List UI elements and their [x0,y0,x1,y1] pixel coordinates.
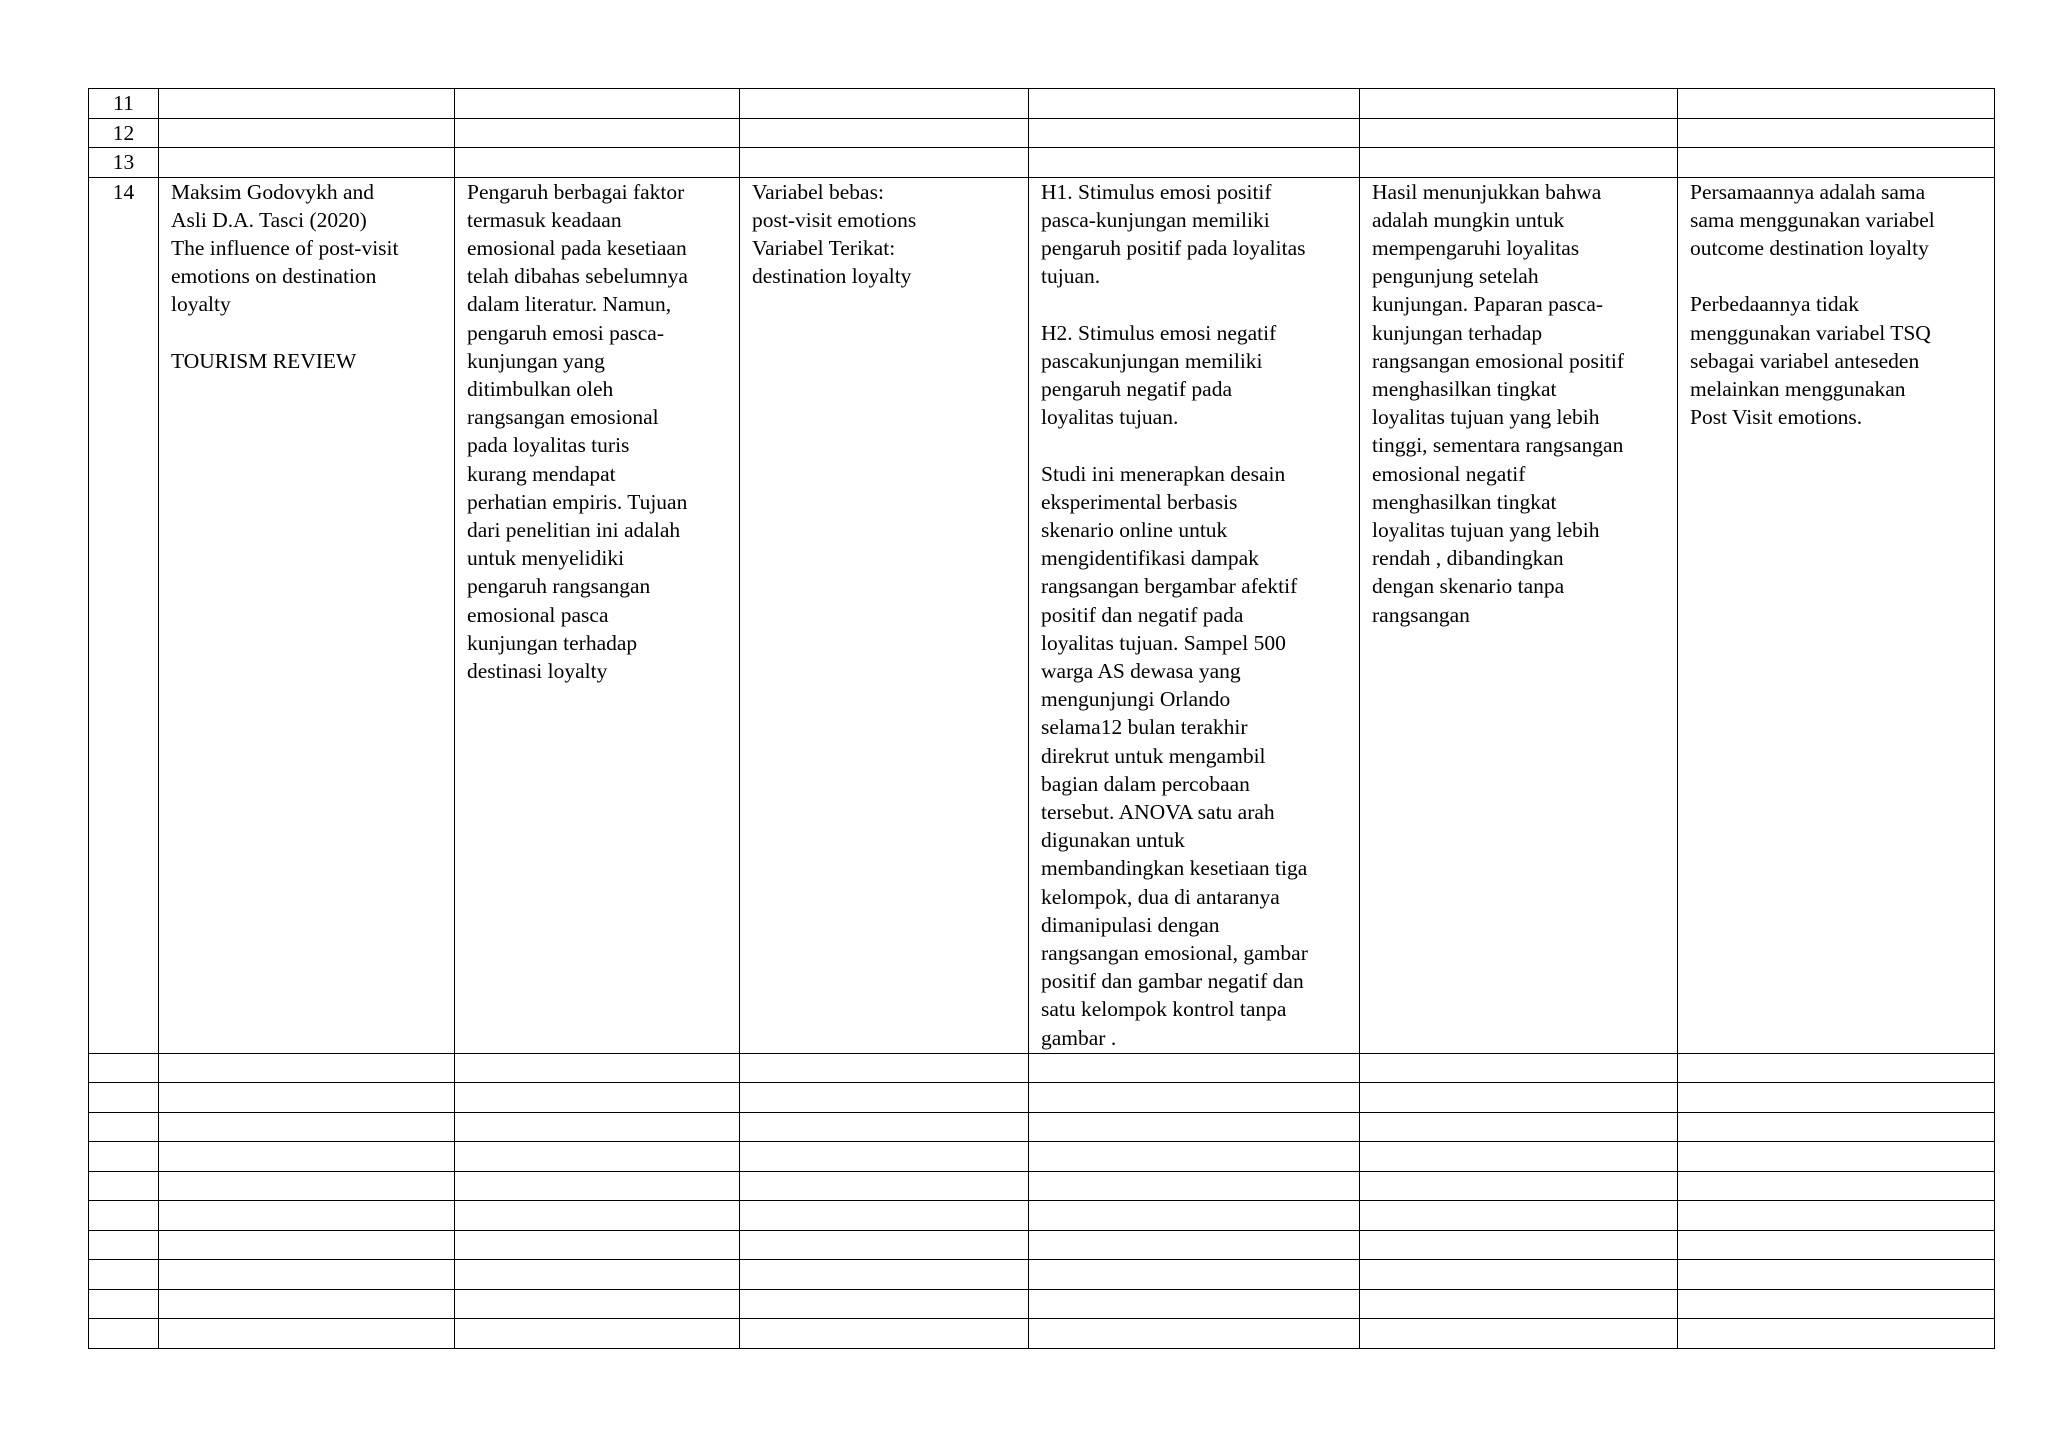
empty-cell [1360,1201,1678,1231]
empty-cell [89,1053,159,1083]
empty-cell [159,1171,455,1201]
empty-cell [89,1319,159,1349]
empty-cell [1029,1260,1360,1290]
table-row-main [89,177,1995,1053]
empty-cell [89,1201,159,1231]
empty-cell [89,1142,159,1172]
table-row [89,89,1995,119]
empty-cell [159,148,455,178]
empty-cell [159,1230,455,1260]
table-row [89,1201,1995,1231]
empty-cell [1360,1053,1678,1083]
table-row [89,1171,1995,1201]
author-title-cell: Maksim Godovykh and Asli D.A. Tasci (2020) The influence of post-visit emotions on destination loyalty TOURISM REVIEW [159,177,455,1053]
row-number: 11 [89,89,159,119]
empty-cell [89,1289,159,1319]
empty-cell [740,1289,1029,1319]
empty-cell [1029,118,1360,148]
empty-cell [1029,1112,1360,1142]
row-number: 12 [89,118,159,148]
empty-cell [1029,1142,1360,1172]
row-number: 14 [89,177,159,1053]
empty-cell [455,1319,740,1349]
empty-cell [455,1230,740,1260]
empty-cell [740,1260,1029,1290]
empty-cell [89,1230,159,1260]
empty-cell [1360,1083,1678,1113]
empty-cell [740,1230,1029,1260]
empty-cell [1360,1230,1678,1260]
empty-cell [159,1083,455,1113]
empty-cell [740,1319,1029,1349]
empty-cell [1360,89,1678,119]
results-cell: Hasil menunjukkan bahwa adalah mungkin untuk mempengaruhi loyalitas pengunjung setelah kunjungan. Paparan pasca- kunjungan terhadap rangsangan emosional positif menghasilkan tingkat loyalitas tujuan yang lebih tinggi, sementara rangsangan emosional negatif menghasilkan tingkat loyalitas tujuan yang lebih rendah , dibandingkan dengan skenario tanpa rangsangan [1360,177,1678,1053]
empty-cell [159,1289,455,1319]
table-row [89,118,1995,148]
empty-cell [1678,1171,1995,1201]
hypotheses-method-cell: H1. Stimulus emosi positif pasca-kunjungan memiliki pengaruh positif pada loyalitas tujuan. H2. Stimulus emosi negatif pascakunjungan memiliki pengaruh negatif pada loyalitas tujuan. Studi ini menerapkan desain eksperimental berbasis skenario online untuk mengidentifikasi dampak rangsangan bergambar afektif positif dan negatif pada loyalitas tujuan. Sampel 500 warga AS dewasa yang mengunjungi Orlando selama12 bulan terakhir direkrut untuk mengambil bagian dalam percobaan tersebut. ANOVA satu arah digunakan untuk membandingkan kesetiaan tiga kelompok, dua di antaranya dimanipulasi dengan rangsangan emosional, gambar positif dan gambar negatif dan satu kelompok kontrol tanpa gambar . [1029,177,1360,1053]
empty-cell [1360,118,1678,148]
empty-cell [89,1083,159,1113]
table-row [89,1053,1995,1083]
empty-cell [1678,1230,1995,1260]
empty-cell [89,1112,159,1142]
empty-cell [1678,1289,1995,1319]
empty-cell [740,89,1029,119]
empty-cell [455,1201,740,1231]
empty-cell [1678,1053,1995,1083]
empty-cell [1360,1171,1678,1201]
empty-cell [1029,1053,1360,1083]
table-row [89,1112,1995,1142]
empty-cell [455,1289,740,1319]
empty-cell [1360,1289,1678,1319]
empty-cell [159,1201,455,1231]
table-row [89,1083,1995,1113]
empty-cell [740,1142,1029,1172]
table-row [89,1142,1995,1172]
table-row [89,1319,1995,1349]
empty-cell [1029,89,1360,119]
empty-cell [1029,1171,1360,1201]
empty-cell [455,1112,740,1142]
empty-cell [1029,1201,1360,1231]
empty-cell [740,118,1029,148]
empty-cell [159,89,455,119]
empty-cell [455,1142,740,1172]
empty-cell [1360,1142,1678,1172]
empty-cell [1360,1112,1678,1142]
empty-cell [455,1260,740,1290]
empty-cell [89,1171,159,1201]
variables-cell: Variabel bebas: post-visit emotions Variabel Terikat: destination loyalty [740,177,1029,1053]
empty-cell [159,118,455,148]
literature-review-table [88,88,1995,1349]
empty-cell [1360,1319,1678,1349]
table-row [89,148,1995,178]
empty-cell [1029,1230,1360,1260]
empty-cell [1678,1260,1995,1290]
empty-cell [1678,1319,1995,1349]
empty-cell [740,1201,1029,1231]
empty-cell [455,1053,740,1083]
empty-cell [89,1260,159,1290]
empty-cell [1678,1142,1995,1172]
empty-cell [1678,1112,1995,1142]
empty-cell [159,1260,455,1290]
empty-cell [455,118,740,148]
empty-cell [740,148,1029,178]
table-row [89,1260,1995,1290]
row-number: 13 [89,148,159,178]
empty-cell [1360,148,1678,178]
empty-cell [1029,148,1360,178]
empty-cell [455,148,740,178]
empty-cell [1029,1319,1360,1349]
empty-cell [1678,89,1995,119]
empty-cell [740,1171,1029,1201]
empty-cell [159,1112,455,1142]
empty-cell [1678,118,1995,148]
empty-cell [1360,1260,1678,1290]
table-row [89,1230,1995,1260]
empty-cell [1678,1201,1995,1231]
empty-cell [740,1053,1029,1083]
empty-cell [1678,148,1995,178]
empty-cell [455,1171,740,1201]
empty-cell [455,89,740,119]
empty-cell [159,1319,455,1349]
empty-cell [455,1083,740,1113]
empty-cell [740,1083,1029,1113]
empty-cell [159,1053,455,1083]
table-row [89,1289,1995,1319]
empty-cell [1029,1289,1360,1319]
empty-cell [1029,1083,1360,1113]
empty-cell [1678,1083,1995,1113]
comparison-cell: Persamaannya adalah sama sama menggunakan variabel outcome destination loyalty Perbedaannya tidak menggunakan variabel TSQ sebagai variabel anteseden melainkan menggunakan Post Visit emotions. [1678,177,1995,1053]
empty-cell [159,1142,455,1172]
empty-cell [740,1112,1029,1142]
background-cell: Pengaruh berbagai faktor termasuk keadaan emosional pada kesetiaan telah dibahas sebelumnya dalam literatur. Namun, pengaruh emosi pasca- kunjungan yang ditimbulkan oleh rangsangan emosional pada loyalitas turis kurang mendapat perhatian empiris. Tujuan dari penelitian ini adalah untuk menyelidiki pengaruh rangsangan emosional pasca kunjungan terhadap destinasi loyalty [455,177,740,1053]
